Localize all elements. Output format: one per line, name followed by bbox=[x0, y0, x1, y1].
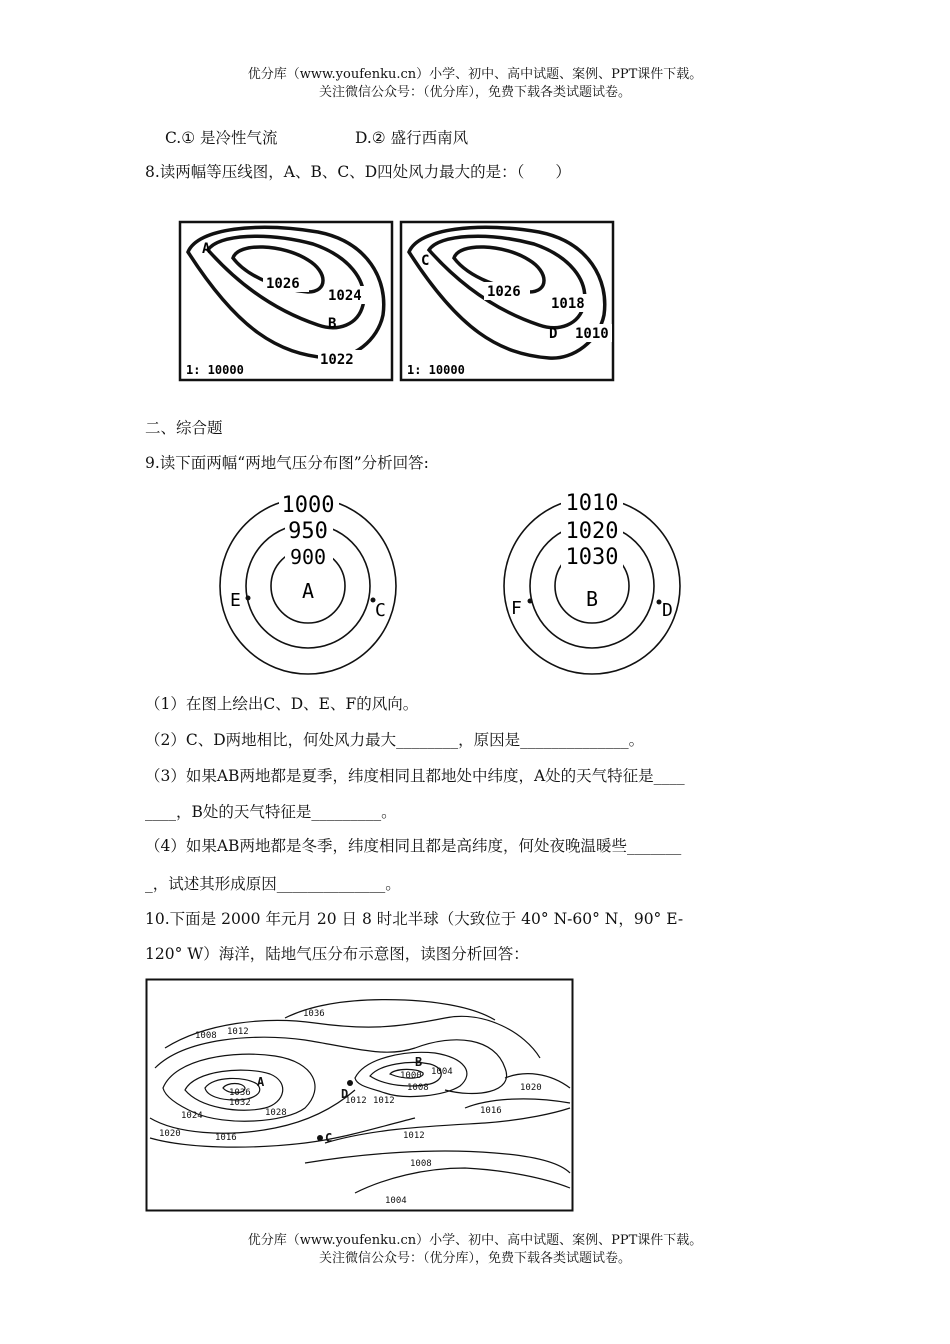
q9-sub-1: （1）在图上绘出C、D、E、F的风向。 bbox=[145, 695, 419, 713]
q9-sub-3a: （3）如果AB两地都是夏季，纬度相同且都地处中纬度，A处的天气特征是____ bbox=[145, 767, 685, 785]
header-line-1: 优分库（www.youfenku.cn）小学、初中、高中试题、案例、PPT课件下载。 bbox=[247, 67, 703, 82]
map1-point-a: A bbox=[202, 241, 211, 257]
q9-sub-4a: （4）如果AB两地都是冬季，纬度相同且都是高纬度，何处夜晚温暖些_______ bbox=[145, 837, 682, 855]
q10-line-2: 120° W）海洋，陆地气压分布示意图，读图分析回答： bbox=[145, 945, 529, 963]
map-label-1016-e: 1016 bbox=[480, 1106, 502, 1116]
map-label-1036-a: 1036 bbox=[229, 1088, 251, 1098]
map1-isobar-1026: 1026 bbox=[266, 276, 300, 292]
q8-isobar-map-1 bbox=[178, 220, 394, 382]
q9-sub-2: （2）C、D两地相比，何处风力最大________，原因是______________。 bbox=[145, 731, 645, 749]
q8-question: 8.读两幅等压线图，A、B、C、D四处风力最大的是：（ ） bbox=[145, 163, 571, 181]
map-label-1012-s: 1012 bbox=[403, 1131, 425, 1141]
header-line-2: 关注微信公众号：（优分库），免费下载各类试题试卷。 bbox=[318, 85, 631, 100]
q9-sub-3b: ____，B处的天气特征是_________。 bbox=[145, 803, 397, 821]
map2-scale: 1: 10000 bbox=[407, 363, 465, 377]
diagram-b-point-d: D bbox=[662, 600, 673, 621]
map1-isobar-1024: 1024 bbox=[328, 288, 362, 304]
q9-diagram-a bbox=[215, 488, 405, 678]
diagram-b-isobar-inner: 1030 bbox=[565, 545, 619, 570]
diagram-b-isobar-middle: 1020 bbox=[565, 519, 619, 544]
map2-point-d: D bbox=[549, 326, 558, 342]
map-label-1012-d: 1012 bbox=[373, 1096, 395, 1106]
diagram-a-center: A bbox=[301, 579, 315, 603]
map-label-1024-a: 1024 bbox=[181, 1111, 203, 1121]
q9-sub-4b: _，试述其形成原因______________。 bbox=[145, 875, 401, 893]
diagram-b-isobar-outer: 1010 bbox=[565, 491, 619, 516]
map1-point-b: B bbox=[328, 316, 337, 332]
q7-option-c: C.① 是冷性气流 bbox=[165, 129, 278, 147]
footer-line-1: 优分库（www.youfenku.cn）小学、初中、高中试题、案例、PPT课件下载。 bbox=[247, 1233, 703, 1248]
map1-isobar-1022: 1022 bbox=[320, 352, 354, 368]
q7-option-d: D.② 盛行西南风 bbox=[355, 129, 469, 147]
map-label-1016-w: 1016 bbox=[215, 1133, 237, 1143]
map-label-1000-b: 1000 bbox=[400, 1071, 422, 1081]
diagram-a-isobar-outer: 1000 bbox=[281, 493, 335, 518]
map-point-a: A bbox=[257, 1075, 265, 1089]
map-point-c: C bbox=[325, 1131, 333, 1145]
diagram-a-isobar-middle: 950 bbox=[288, 519, 328, 544]
map2-isobar-1018: 1018 bbox=[551, 296, 585, 312]
map-label-1012-c: 1012 bbox=[345, 1096, 367, 1106]
map-label-1028-a: 1028 bbox=[265, 1108, 287, 1118]
q10-pressure-map bbox=[145, 978, 575, 1213]
q8-isobar-map-2 bbox=[399, 220, 615, 382]
diagram-a-isobar-inner: 900 bbox=[289, 545, 327, 569]
map2-isobar-1010: 1010 bbox=[575, 326, 609, 342]
diagram-b-center: B bbox=[585, 587, 599, 611]
map-label-1020-e: 1020 bbox=[520, 1083, 542, 1093]
map-point-b: B bbox=[415, 1055, 423, 1069]
q9-question: 9.读下面两幅“两地气压分布图”分析回答: bbox=[145, 454, 429, 472]
map-label-1032-a: 1032 bbox=[229, 1098, 251, 1108]
map-point-d: D bbox=[341, 1087, 349, 1101]
map-label-1004-s: 1004 bbox=[385, 1196, 407, 1206]
map-label-1020-w: 1020 bbox=[159, 1129, 181, 1139]
q9-diagram-b bbox=[497, 488, 687, 678]
diagram-a-point-c: C bbox=[375, 600, 386, 621]
diagram-b-point-f: F bbox=[511, 598, 522, 619]
map-label-1008-s: 1008 bbox=[410, 1159, 432, 1169]
footer-line-2: 关注微信公众号：（优分库），免费下载各类试题试卷。 bbox=[318, 1251, 631, 1266]
map-label-1008-b: 1008 bbox=[407, 1083, 429, 1093]
diagram-a-point-e: E bbox=[230, 590, 241, 611]
q10-line-1: 10.下面是 2000 年元月 20 日 8 时北半球（大致位于 40° N-60° N，90° E- bbox=[145, 910, 684, 928]
map-label-1036-top: 1036 bbox=[303, 1009, 325, 1019]
section-2-title: 二、综合题 bbox=[145, 419, 223, 437]
map-label-1008-nw: 1008 bbox=[195, 1031, 217, 1041]
map2-point-c: C bbox=[421, 253, 430, 269]
map-label-1012-nw: 1012 bbox=[227, 1027, 249, 1037]
map-label-1004-b: 1004 bbox=[431, 1067, 453, 1077]
map1-scale: 1: 10000 bbox=[186, 363, 244, 377]
map2-isobar-1026: 1026 bbox=[487, 284, 521, 300]
